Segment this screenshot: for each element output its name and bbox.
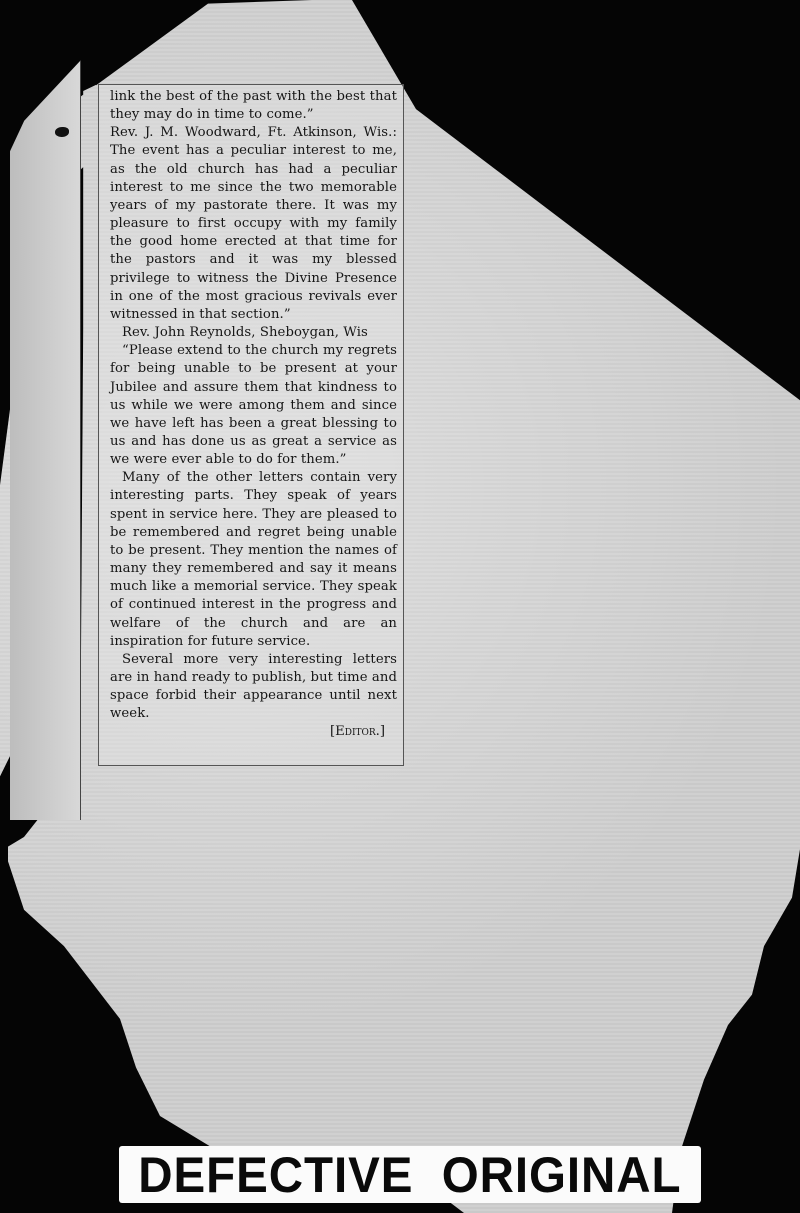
editor-signature: [Editor.] xyxy=(329,724,385,740)
paragraph-reynolds-heading: Rev. John Reynolds, Sheboygan, Wis xyxy=(122,325,368,341)
paragraph-other-letters: Many of the other letters contain very interesting parts. They speak of years spent in service here. They are pleased to be remembered and regret being unable to be present. They mention the names of many they remembered and say it means much like a memorial service. They speak of continued interest in the progress and welfare of the church and are an inspiration for future service. xyxy=(110,470,397,649)
torn-paper-strip xyxy=(10,60,81,820)
banner-text: DEFECTIVE ORIGINAL xyxy=(138,1146,682,1203)
defective-original-banner xyxy=(119,1146,701,1203)
signature-line xyxy=(110,723,397,741)
paragraph-reynolds-letter: “Please extend to the church my regrets for being unable to be present at your Jubilee and assure them that kindness to us while we were among them and since we have left has been a great blessing to us and has done us as great a service as we were ever able to do for them.” xyxy=(110,343,397,468)
newspaper-clipping xyxy=(98,84,404,766)
paragraph-continuation: link the best of the past with the best that they may do in time to come.” xyxy=(110,89,397,123)
paragraph-closing: Several more very interesting letters are in hand ready to publish, but time and space forbid their appearance until next week. xyxy=(110,651,397,722)
paragraph-woodward-letter: Rev. J. M. Woodward, Ft. Atkinson, Wis.: The event has a peculiar interest to me, as the old church has had a peculiar interest to me since the two memorable years of my pastorate there. It was my pleasure to first occupy with my family the good home erected at that time for the pastors and it was my blessed privilege to witness the Divine Presence in one of the most gracious revivals ever witnessed in that section.” xyxy=(110,125,397,322)
ink-blot-mark xyxy=(55,127,69,137)
